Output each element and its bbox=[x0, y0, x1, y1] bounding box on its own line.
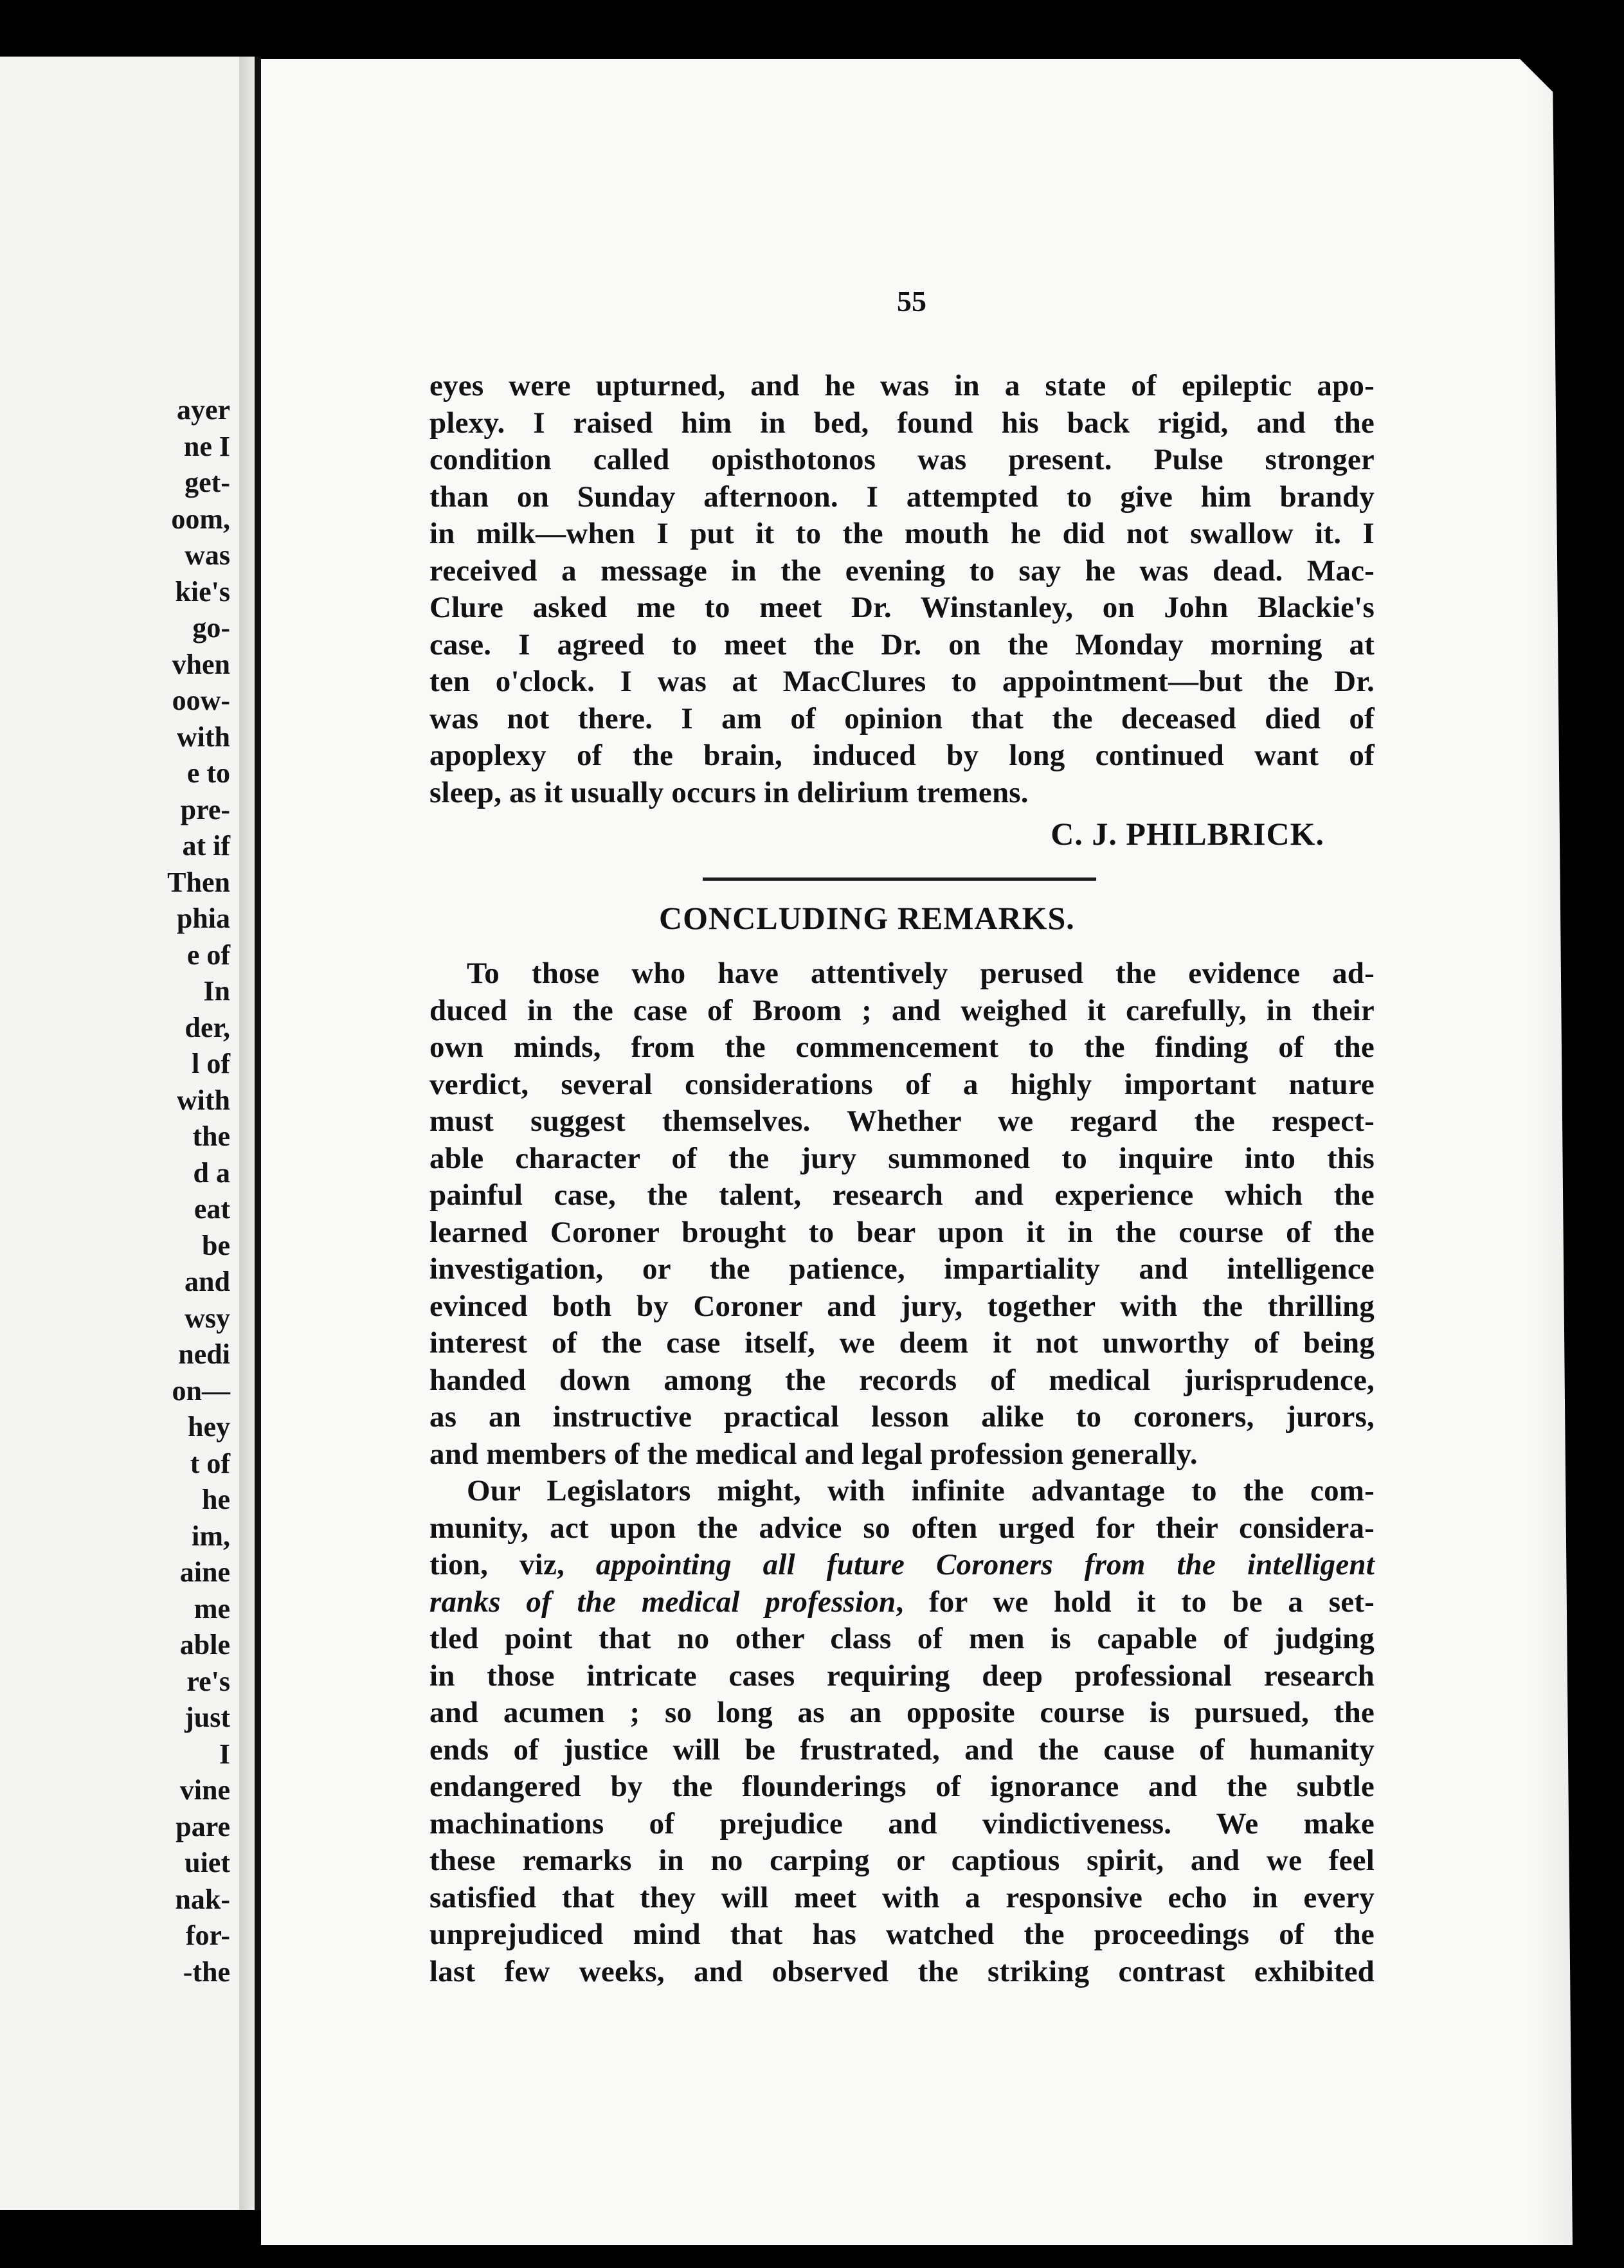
text-line: machinations of prejudice and vindictiveness. We make bbox=[429, 1806, 1375, 1841]
text-line: Our Legislators might, with infinite advantage to the com- bbox=[467, 1474, 1375, 1508]
text-line: unprejudiced mind that has watched the proceedings of the bbox=[429, 1918, 1375, 1951]
left-page bbox=[0, 57, 239, 2210]
text-line: duced in the case of Broom ; and weighed it carefully, in their bbox=[429, 993, 1375, 1027]
text-line: these remarks in no carping or captious spirit, and we feel bbox=[429, 1844, 1375, 1877]
text-line: satisfied that they will meet with a responsive echo in every bbox=[429, 1880, 1375, 1914]
left-fragment: he bbox=[202, 1484, 230, 1515]
left-fragment: and bbox=[185, 1266, 230, 1297]
left-fragment: kie's bbox=[175, 575, 230, 608]
signature: C. J. PHILBRICK. bbox=[1051, 816, 1324, 852]
left-fragment: ayer bbox=[176, 394, 230, 426]
left-fragment: ne I bbox=[183, 430, 230, 462]
text-line: tled point that no other class of men is capable of judging bbox=[429, 1622, 1375, 1655]
left-fragment: hey bbox=[188, 1411, 230, 1443]
left-fragment: just bbox=[185, 1702, 230, 1733]
left-fragment: be bbox=[202, 1229, 230, 1261]
text-line: than on Sunday afternoon. I attempted to give him brandy bbox=[429, 480, 1375, 514]
text-line: condition called opisthotonos was present. Pulse stronger bbox=[429, 443, 1375, 476]
section-divider bbox=[703, 878, 1096, 881]
text-line: ten o'clock. I was at MacClures to appointment—but the Dr. bbox=[429, 665, 1375, 698]
text-line: and members of the medical and legal profession generally. bbox=[429, 1437, 1198, 1471]
text-line: received a message in the evening to say he was dead. Mac- bbox=[429, 554, 1375, 588]
left-fragment: the bbox=[192, 1120, 230, 1152]
text-line: last few weeks, and observed the striking contrast exhibited bbox=[429, 1954, 1375, 1988]
left-fragment: able bbox=[179, 1629, 230, 1661]
left-fragment: uiet bbox=[185, 1847, 230, 1878]
left-fragment: go- bbox=[192, 612, 230, 644]
text-line: To those who have attentively perused the evidence ad- bbox=[467, 957, 1375, 990]
page-number: 55 bbox=[897, 285, 926, 318]
text-line: painful case, the talent, research and experience which the bbox=[429, 1178, 1375, 1212]
left-fragment: oow- bbox=[172, 685, 230, 716]
text-line: Clure asked me to meet Dr. Winstanley, on John Blackie's bbox=[429, 591, 1375, 624]
left-fragment: phia bbox=[176, 903, 230, 934]
text-line: endangered by the flounderings of ignorance and the subtle bbox=[429, 1770, 1375, 1803]
text-line: learned Coroner brought to bear upon it in the course of the bbox=[429, 1215, 1375, 1249]
left-fragment: eat bbox=[194, 1193, 230, 1225]
text-line: able character of the jury summoned to inquire into this bbox=[429, 1141, 1375, 1175]
text-line: verdict, several considerations of a highly important nature bbox=[429, 1067, 1375, 1101]
text-line: own minds, from the commencement to the finding of the bbox=[429, 1030, 1375, 1064]
left-fragment: l of bbox=[192, 1048, 230, 1079]
concluding-remarks-body bbox=[429, 955, 1375, 1990]
left-fragment: nedi bbox=[178, 1338, 230, 1370]
text-line: investigation, or the patience, impartiality and intelligence bbox=[429, 1252, 1375, 1286]
left-fragment: I bbox=[219, 1738, 230, 1770]
text-line: evinced both by Coroner and jury, together with the thrilling bbox=[429, 1289, 1375, 1323]
text-line: eyes were upturned, and he was in a state of epileptic apo- bbox=[429, 369, 1375, 402]
left-fragment: oom, bbox=[171, 503, 230, 535]
left-fragment: re's bbox=[186, 1665, 230, 1697]
spine-line bbox=[255, 57, 261, 2210]
left-fragment: d a bbox=[193, 1156, 230, 1189]
left-fragment: was bbox=[185, 539, 230, 571]
text-run: tion, viz, bbox=[429, 1548, 596, 1581]
text-line: handed down among the records of medical jurisprudence, bbox=[429, 1363, 1375, 1397]
left-fragment: get- bbox=[185, 467, 230, 498]
text-line: apoplexy of the brain, induced by long continued want of bbox=[429, 739, 1375, 772]
page-edge-shadow bbox=[1530, 59, 1591, 2245]
text-line: was not there. I am of opinion that the deceased died of bbox=[429, 701, 1375, 735]
left-fragment: -the bbox=[183, 1956, 230, 1988]
left-fragment: im, bbox=[192, 1520, 230, 1552]
text-line: plexy. I raised him in bed, found his back rigid, and the bbox=[429, 406, 1375, 440]
left-fragment: pre- bbox=[180, 793, 230, 825]
text-run: , for we hold it to be a set- bbox=[896, 1585, 1375, 1619]
left-fragment: nak- bbox=[175, 1883, 230, 1915]
text-line: and acumen ; so long as an opposite course is pursued, the bbox=[429, 1696, 1375, 1729]
left-fragment: der, bbox=[185, 1011, 230, 1043]
text-line-mixed bbox=[429, 1547, 1375, 1584]
left-fragment: vhen bbox=[172, 648, 230, 680]
left-fragment: e to bbox=[186, 757, 230, 789]
left-fragment: me bbox=[194, 1592, 230, 1625]
left-page-text-fragments bbox=[167, 392, 230, 1990]
left-fragment: pare bbox=[176, 1810, 230, 1842]
left-fragment: for- bbox=[185, 1920, 230, 1951]
text-line: in those intricate cases requiring deep professional research bbox=[429, 1659, 1375, 1693]
left-fragment: wsy bbox=[185, 1302, 230, 1334]
text-line: as an instructive practical lesson alike to coroners, jurors, bbox=[429, 1400, 1375, 1434]
text-line-mixed bbox=[429, 1584, 1375, 1621]
left-fragment: on— bbox=[172, 1374, 230, 1407]
testimony-paragraph bbox=[429, 368, 1375, 811]
text-line: case. I agreed to meet the Dr. on the Monday morning at bbox=[429, 627, 1375, 662]
text-line: sleep, as it usually occurs in delirium tremens. bbox=[429, 775, 1029, 809]
left-fragment: aine bbox=[179, 1556, 230, 1588]
text-line: must suggest themselves. Whether we regard the respect- bbox=[429, 1104, 1375, 1138]
italic-emphasis: ranks of the medical profession bbox=[429, 1585, 896, 1619]
italic-emphasis: appointing all future Coroners from the intelligent bbox=[595, 1548, 1375, 1581]
text-line: in milk—when I put it to the mouth he did not swallow it. I bbox=[429, 517, 1375, 550]
left-fragment: e of bbox=[186, 939, 230, 971]
left-fragment: with bbox=[176, 721, 230, 753]
left-fragment: t of bbox=[190, 1447, 230, 1479]
section-heading: CONCLUDING REMARKS. bbox=[659, 900, 1075, 936]
left-fragment: Then bbox=[167, 866, 230, 898]
left-fragment: In bbox=[203, 975, 230, 1007]
text-line: ends of justice will be frustrated, and the cause of humanity bbox=[429, 1733, 1375, 1767]
left-fragment: with bbox=[176, 1084, 230, 1116]
left-fragment: at if bbox=[182, 830, 230, 861]
text-line: interest of the case itself, we deem it not unworthy of being bbox=[429, 1326, 1375, 1360]
text-line: munity, act upon the advice so often urged for their considera- bbox=[429, 1511, 1375, 1545]
left-fragment: vine bbox=[179, 1774, 230, 1806]
